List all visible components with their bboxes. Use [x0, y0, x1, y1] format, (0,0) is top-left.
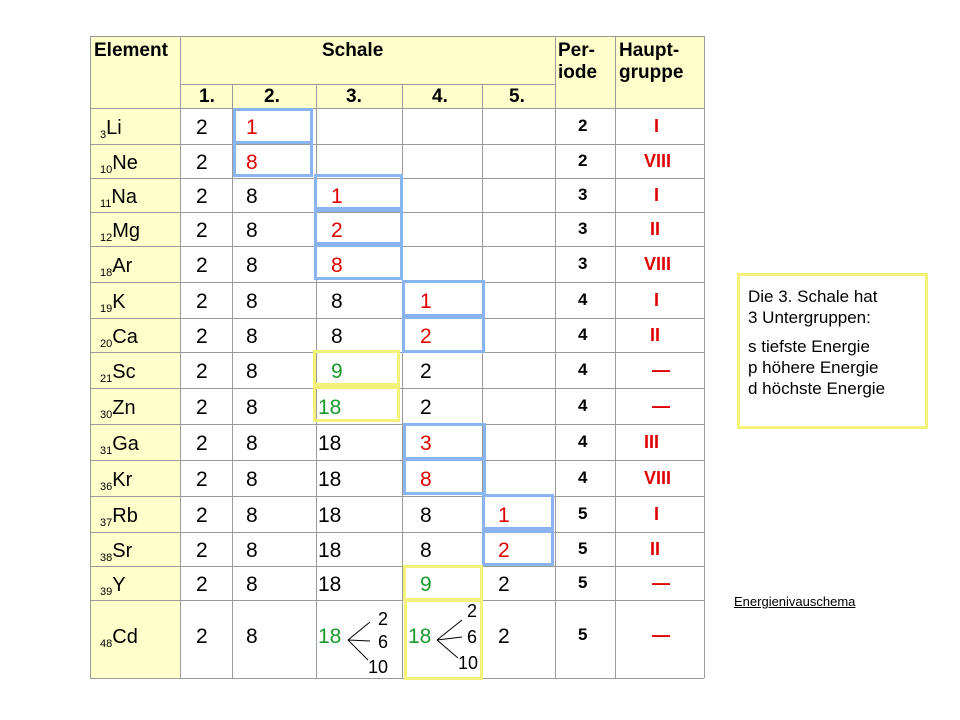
- atomic-number: 10: [100, 164, 113, 176]
- hauptgruppe-value: VIII: [644, 468, 672, 488]
- periode-value: 5: [578, 625, 588, 644]
- element-name: Sr: [112, 540, 133, 562]
- shell-1-value: 2: [196, 116, 208, 139]
- grid-hline: [90, 144, 704, 145]
- shell-3-value: 18: [318, 625, 342, 648]
- atomic-number: 31: [100, 445, 113, 457]
- shell-1-value: 2: [196, 325, 208, 348]
- hauptgruppe-value: II: [650, 539, 661, 559]
- shell-1-value: 2: [196, 539, 208, 562]
- header-periode-2: iode: [558, 62, 598, 83]
- hauptgruppe-value: II: [650, 219, 661, 239]
- shell-3-value: 18: [318, 468, 342, 491]
- grid-hline: [90, 108, 704, 109]
- header-schale: Schale: [322, 40, 384, 61]
- periode-value: 3: [578, 185, 588, 204]
- shell-5-value: 1: [498, 504, 510, 527]
- highlight-cd-shell4: [404, 599, 483, 680]
- highlight-mg-shell3: [314, 209, 403, 245]
- info-d: d höchste Energie: [748, 379, 886, 398]
- element-symbol: [100, 504, 138, 535]
- grid-hline: [90, 318, 704, 319]
- hauptgruppe-value: I: [654, 116, 660, 136]
- periode-value: 5: [578, 573, 588, 592]
- periode-value: 5: [578, 504, 588, 523]
- shell-2-value: 8: [246, 539, 258, 562]
- shell-4-value: 3: [420, 432, 432, 455]
- shell-1-value: 2: [196, 254, 208, 277]
- hauptgruppe-value: VIII: [644, 254, 672, 274]
- cd-shell4-s: 2: [467, 601, 478, 621]
- element-symbol: [100, 151, 138, 182]
- element-symbol: [100, 254, 132, 285]
- highlight-sr-shell5: [482, 530, 554, 566]
- highlight-kr-shell4: [403, 458, 486, 495]
- shell-4-value: 2: [420, 325, 432, 348]
- shell-2-value: 8: [246, 504, 258, 527]
- element-symbol: [100, 539, 132, 570]
- shell-2-value: 8: [246, 573, 258, 596]
- atomic-number: 38: [100, 552, 113, 564]
- element-name: Li: [106, 117, 122, 139]
- periode-value: 4: [578, 360, 588, 379]
- atomic-number: 18: [100, 267, 113, 279]
- highlight-na-shell3: [314, 174, 403, 210]
- grid-hline: [90, 424, 704, 425]
- highlight-ga-shell4: [403, 423, 486, 460]
- hauptgruppe-value: —: [652, 625, 670, 645]
- grid-hline: [180, 84, 555, 85]
- element-name: Ga: [112, 433, 139, 455]
- shell-header-1: 1.: [199, 86, 215, 107]
- grid-hline: [90, 36, 704, 37]
- info-line2: 3 Untergruppen:: [748, 308, 871, 327]
- shell-header-3: 3.: [346, 86, 362, 107]
- hauptgruppe-value: —: [652, 360, 670, 380]
- grid-hline: [90, 566, 704, 567]
- periode-value: 4: [578, 468, 588, 487]
- shell-3-value: 8: [331, 254, 343, 277]
- shell-4-value: 8: [420, 539, 432, 562]
- highlight-y-shell4: [403, 565, 483, 601]
- periode-value: 4: [578, 325, 588, 344]
- shell-2-value: 8: [246, 151, 258, 174]
- highlight-sc-shell3: [313, 350, 400, 386]
- element-name: Mg: [112, 220, 141, 242]
- shell-header-5: 5.: [509, 86, 525, 107]
- shell-3-value: 1: [331, 185, 343, 208]
- shell-2-value: 8: [246, 185, 258, 208]
- grid-vline: [90, 36, 91, 678]
- grid-hline: [90, 496, 704, 497]
- shell-2-value: 8: [246, 254, 258, 277]
- shell-1-value: 2: [196, 573, 208, 596]
- shell-2-value: 8: [246, 396, 258, 419]
- periode-value: 4: [578, 290, 588, 309]
- element-name: Zn: [112, 397, 136, 419]
- periode-value: 5: [578, 539, 588, 558]
- hauptgruppe-value: VIII: [644, 151, 672, 171]
- info-p: p höhere Energie: [748, 358, 879, 377]
- element-name: Ar: [112, 255, 133, 277]
- shell-1-value: 2: [196, 504, 208, 527]
- hauptgruppe-value: I: [654, 290, 660, 310]
- shell-3-value: 9: [331, 360, 343, 383]
- shell-1-value: 2: [196, 185, 208, 208]
- element-name: Cd: [112, 626, 138, 648]
- grid-hline: [90, 532, 704, 533]
- element-symbol: [100, 360, 136, 391]
- element-symbol: [100, 116, 122, 147]
- element-symbol: [100, 290, 126, 321]
- element-name: Sc: [112, 361, 136, 383]
- atomic-number: 36: [100, 481, 113, 493]
- highlight-li-shell2: [233, 108, 313, 144]
- shell-2-value: 8: [246, 468, 258, 491]
- atomic-number: 37: [100, 517, 113, 529]
- grid-vline: [180, 36, 181, 678]
- atomic-number: 3: [100, 129, 107, 141]
- header-hauptgruppe-2: gruppe: [619, 62, 684, 83]
- grid-vline: [704, 36, 705, 678]
- shell-2-value: 1: [246, 116, 258, 139]
- element-name: Y: [112, 574, 126, 596]
- shell-2-value: 8: [246, 325, 258, 348]
- element-name: Kr: [112, 469, 133, 491]
- shell-3-value: 18: [318, 504, 342, 527]
- highlight-zn-shell3: [313, 386, 400, 422]
- highlight-rb-shell5: [482, 494, 554, 530]
- shell-1-value: 2: [196, 468, 208, 491]
- shell-header-4: 4.: [432, 86, 448, 107]
- grid-hline: [90, 600, 704, 601]
- shell-header-2: 2.: [264, 86, 280, 107]
- shell-5-value: 2: [498, 539, 510, 562]
- shell-3-value: 8: [331, 325, 343, 348]
- shell-1-value: 2: [196, 151, 208, 174]
- shell-3-value: 18: [318, 539, 342, 562]
- element-name: K: [112, 291, 126, 313]
- atomic-number: 48: [100, 638, 113, 650]
- periode-value: 3: [578, 254, 588, 273]
- periode-value: 2: [578, 116, 588, 135]
- shell-4-value: 18: [408, 625, 432, 648]
- periode-value: 2: [578, 151, 588, 170]
- cd-shell4-d: 10: [458, 653, 479, 673]
- info-box: [737, 273, 928, 429]
- atomic-number: 12: [100, 232, 113, 244]
- element-symbol: [100, 468, 132, 499]
- grid-hline: [90, 678, 704, 679]
- element-symbol: [100, 185, 137, 216]
- shell-4-value: 2: [420, 360, 432, 383]
- hauptgruppe-value: III: [644, 432, 660, 452]
- hauptgruppe-value: I: [654, 185, 660, 205]
- cd-shell3-s: 2: [378, 609, 389, 629]
- element-name: Rb: [112, 505, 138, 527]
- shell-4-value: 8: [420, 468, 432, 491]
- grid-hline: [90, 282, 704, 283]
- hauptgruppe-value: I: [654, 504, 660, 524]
- shell-3-value: 18: [318, 432, 342, 455]
- highlight-ca-shell4: [402, 316, 485, 353]
- info-line1: Die 3. Schale hat: [748, 287, 878, 306]
- element-symbol: [100, 573, 126, 604]
- shell-5-value: 2: [498, 625, 510, 648]
- grid-hline: [90, 460, 704, 461]
- shell-4-value: 1: [420, 290, 432, 313]
- shell-1-value: 2: [196, 625, 208, 648]
- highlight-k-shell4: [402, 280, 485, 317]
- periode-value: 4: [578, 396, 588, 415]
- shell-3-value: 18: [318, 396, 342, 419]
- element-symbol: [100, 325, 138, 356]
- grid-vline: [555, 36, 556, 678]
- shell-2-value: 8: [246, 219, 258, 242]
- atomic-number: 30: [100, 409, 113, 421]
- element-name: Ne: [112, 152, 138, 174]
- highlight-ar-shell3: [314, 244, 403, 280]
- shell-1-value: 2: [196, 360, 208, 383]
- shell-2-value: 8: [246, 360, 258, 383]
- periode-value: 3: [578, 219, 588, 238]
- shell-1-value: 2: [196, 219, 208, 242]
- shell-4-value: 9: [420, 573, 432, 596]
- shell-3-value: 8: [331, 290, 343, 313]
- shell-1-value: 2: [196, 432, 208, 455]
- periode-value: 4: [578, 432, 588, 451]
- cd-shell4-p: 6: [467, 627, 478, 647]
- cd-shell3-d: 10: [368, 657, 389, 677]
- shell-2-value: 8: [246, 625, 258, 648]
- shell-3-value: 18: [318, 573, 342, 596]
- element-symbol: [100, 396, 136, 427]
- cd-shell3-p: 6: [378, 632, 389, 652]
- shell-4-value: 8: [420, 504, 432, 527]
- shell-3-value: 2: [331, 219, 343, 242]
- atomic-number: 39: [100, 586, 113, 598]
- shell-4-value: 2: [420, 396, 432, 419]
- element-name: Ca: [112, 326, 138, 348]
- element-symbol: [100, 432, 139, 463]
- hauptgruppe-value: —: [652, 573, 670, 593]
- hauptgruppe-value: —: [652, 396, 670, 416]
- header-periode-1: Per-: [558, 40, 595, 61]
- shell-1-value: 2: [196, 290, 208, 313]
- shell-2-value: 8: [246, 432, 258, 455]
- shell-5-value: 2: [498, 573, 510, 596]
- atomic-number: 21: [100, 373, 113, 385]
- energienivauschema-link[interactable]: Energienivauschema: [734, 594, 856, 609]
- grid-vline: [615, 36, 616, 678]
- atomic-number: 20: [100, 338, 113, 350]
- element-name: Na: [111, 186, 137, 208]
- shell-2-value: 8: [246, 290, 258, 313]
- hauptgruppe-value: II: [650, 325, 661, 345]
- header-element: Element: [94, 40, 168, 61]
- element-symbol: [100, 219, 140, 250]
- highlight-ne-shell2: [233, 141, 313, 177]
- info-s: s tiefste Energie: [748, 337, 870, 356]
- shell-1-value: 2: [196, 396, 208, 419]
- atomic-number: 11: [100, 198, 112, 210]
- header-hauptgruppe-1: Haupt-: [619, 40, 680, 61]
- element-symbol: [100, 625, 138, 656]
- atomic-number: 19: [100, 303, 113, 315]
